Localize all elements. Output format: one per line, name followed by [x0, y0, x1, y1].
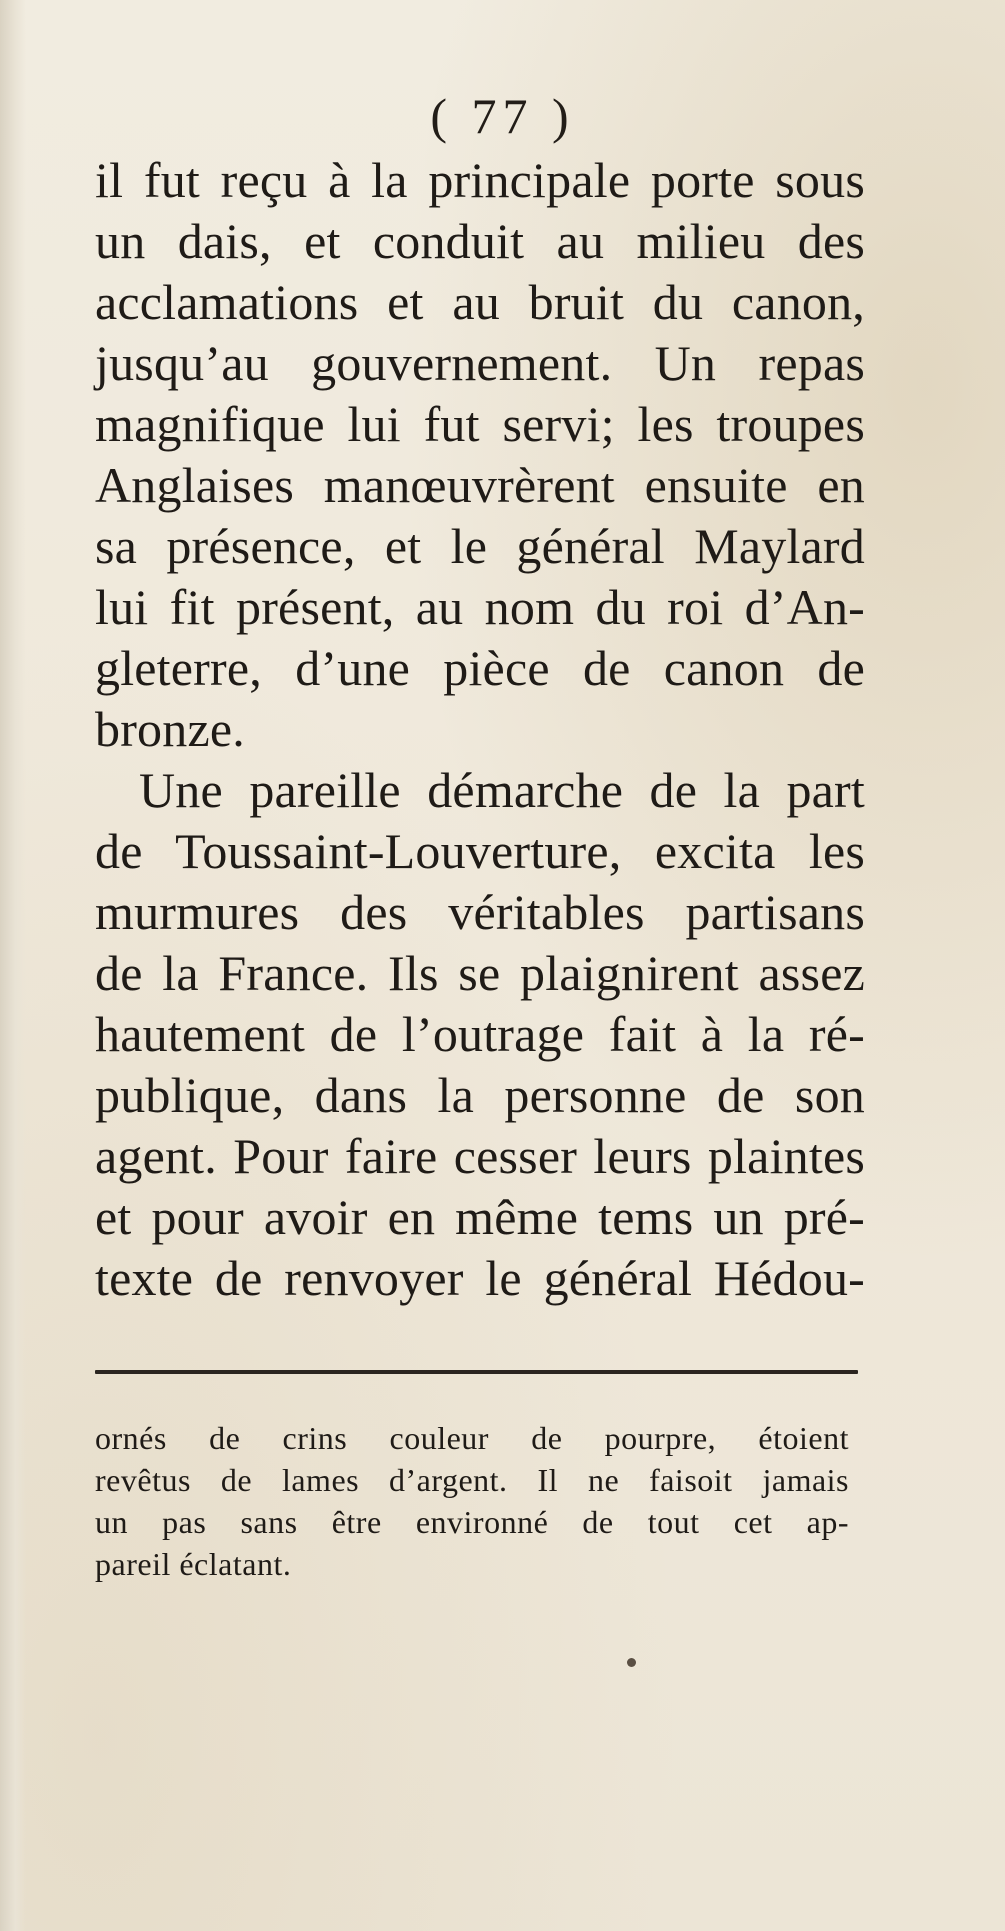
text-line: agent. Pour faire cesser leurs plaintes [95, 1128, 865, 1184]
text-line: acclamations et au bruit du canon, [95, 274, 865, 330]
text-line: jusqu’au gouvernement. Un repas [95, 335, 865, 391]
text-line: murmures des véritables partisans [95, 884, 865, 940]
text-line: de la France. Ils se plaignirent assez [95, 945, 865, 1001]
text-line: lui fit présent, au nom du roi d’An- [95, 579, 865, 635]
footnote-line: ornés de crins couleur de pourpre, étoient [95, 1420, 849, 1456]
text-line: sa présence, et le général Maylard [95, 518, 865, 574]
footnote-line: revêtus de lames d’argent. Il ne faisoit jamais [95, 1462, 849, 1498]
ink-spot [627, 1658, 636, 1667]
footnote-block [95, 1417, 849, 1585]
text-line: et pour avoir en même tems un pré- [95, 1189, 865, 1245]
text-line: Anglaises manœuvrèrent ensuite en [95, 457, 865, 513]
text-line: de Toussaint-Louverture, excita les [95, 823, 865, 879]
text-line: hautement de l’outrage fait à la ré- [95, 1006, 865, 1062]
text-line: magnifique lui fut servi; les troupes [95, 396, 865, 452]
footnote-separator-rule [95, 1370, 858, 1374]
text-line: Une pareille démarche de la part [139, 762, 865, 818]
page-gutter-shadow [0, 0, 26, 1931]
text-line: publique, dans la personne de son [95, 1067, 865, 1123]
text-line: il fut reçu à la principale porte sous [95, 152, 865, 208]
footnote-line: pareil éclatant. [95, 1546, 292, 1582]
footnote-line: un pas sans être environné de tout cet ap- [95, 1504, 849, 1540]
text-line: bronze. [95, 701, 245, 757]
text-line: gleterre, d’une pièce de canon de [95, 640, 865, 696]
page-number: ( 77 ) [430, 88, 575, 144]
text-line: texte de renvoyer le général Hédou- [95, 1250, 865, 1306]
text-line: un dais, et conduit au milieu des [95, 213, 865, 269]
main-text-block [95, 150, 865, 1309]
